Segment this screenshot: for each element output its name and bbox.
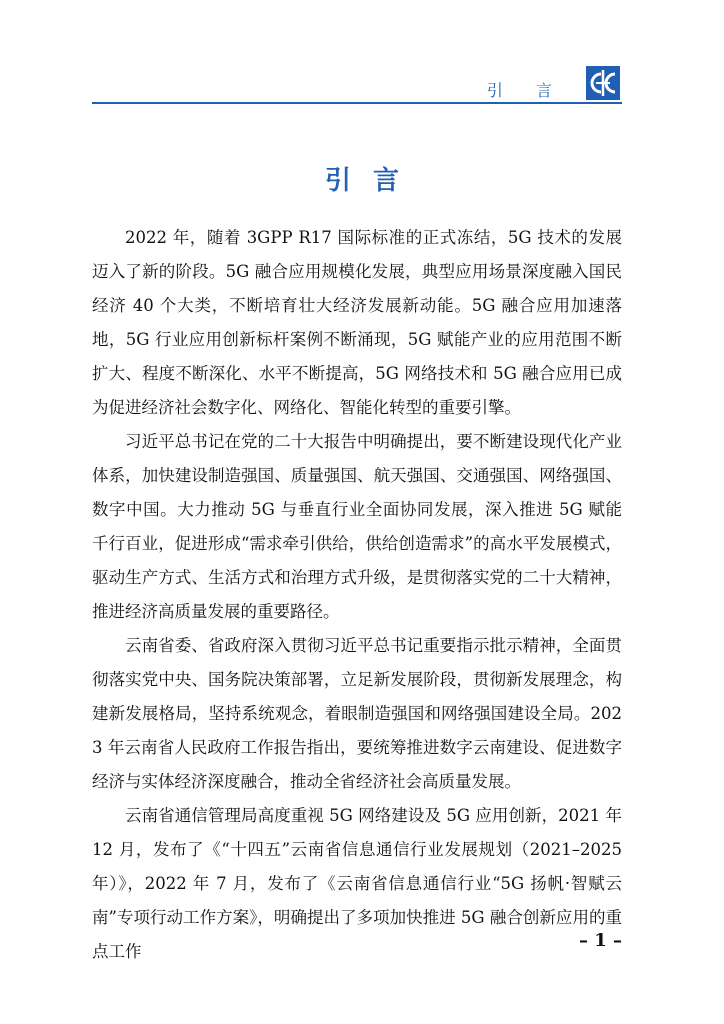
body-text	[92, 221, 622, 969]
page-number: – 1 –	[578, 930, 622, 951]
paragraph: 云南省通信管理局高度重视 5G 网络建设及 5G 应用创新，2021 年 12 月，发布了《“十四五”云南省信息通信行业发展规划（2021–2025 年）》，2022 年 7 月，发布了《云南省信息通信行业“5G 扬帆·智赋云南”专项行动工作方案》，明确提出了多项加快推进 5G 融合创新应用的重点工作	[92, 806, 622, 961]
header-divider	[92, 102, 622, 104]
paragraph: 2022 年，随着 3GPP R17 国际标准的正式冻结，5G 技术的发展迈入了新的阶段。5G 融合应用规模化发展，典型应用场景深度融入国民经济 40 个大类，不断培育壮大经济发展新动能。5G 融合应用加速落地，5G 行业应用创新标杆案例不断涌现，5G 赋能产业的应用范围不断扩大、程度不断深化、水平不断提高，5G 网络技术和 5G 融合应用已成为促进经济社会数字化、网络化、智能化转型的重要引擎。	[92, 228, 622, 417]
running-header-title: 引 言	[486, 81, 566, 100]
paragraph: 云南省委、省政府深入贯彻习近平总书记重要指示批示精神，全面贯彻落实党中央、国务院决策部署，立足新发展阶段，贯彻新发展理念，构建新发展格局，坚持系统观念，着眼制造强国和网络强国建设全局。2023 年云南省人民政府工作报告指出，要统筹推进数字云南建设、促进数字经济与实体经济深度融合，推动全省经济社会高质量发展。	[92, 636, 622, 791]
organization-logo-icon	[586, 66, 620, 100]
running-header	[92, 66, 622, 106]
paragraph: 习近平总书记在党的二十大报告中明确提出，要不断建设现代化产业体系，加快建设制造强国、质量强国、航天强国、交通强国、网络强国、数字中国。大力推动 5G 与垂直行业全面协同发展，深入推进 5G 赋能千行百业，促进形成“需求牵引供给，供给创造需求”的高水平发展模式，驱动生产方式、生活方式和治理方式升级，是贯彻落实党的二十大精神，推进经济高质量发展的重要路径。	[92, 432, 622, 621]
page-title: 引言	[324, 166, 421, 196]
